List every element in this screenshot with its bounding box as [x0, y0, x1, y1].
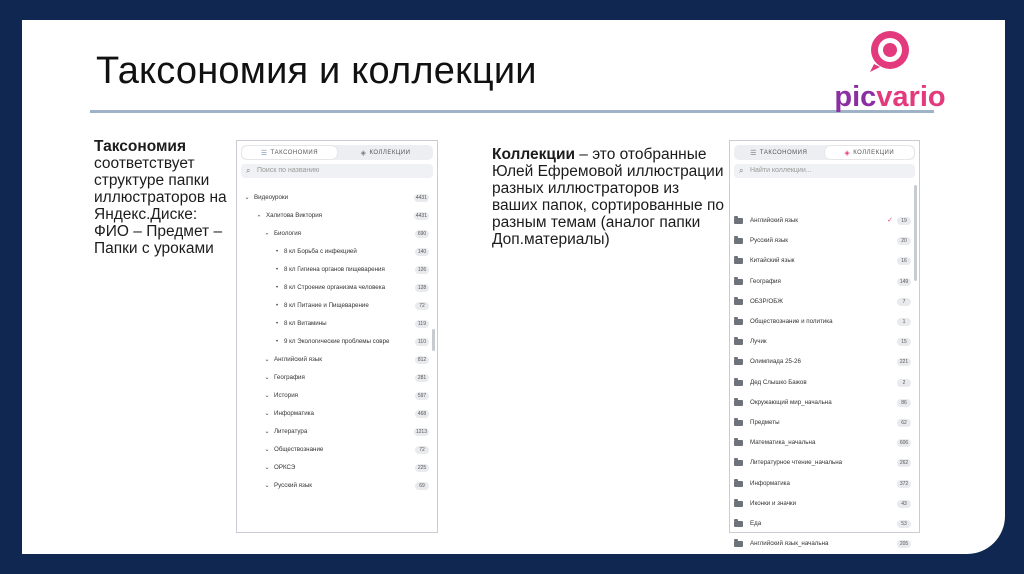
- count-badge: 1213: [415, 429, 427, 435]
- count-badge: 20: [897, 237, 911, 245]
- chevron-down-icon[interactable]: ⌄: [264, 429, 270, 435]
- chevron-down-icon[interactable]: ⌄: [264, 393, 270, 399]
- folder-icon: [734, 359, 743, 365]
- count-badge: 110: [415, 338, 429, 346]
- count-badge: 7: [897, 298, 911, 306]
- collection-item-label: Информатика: [750, 479, 790, 487]
- tree-item[interactable]: [237, 480, 437, 492]
- count-badge: 128: [415, 284, 429, 292]
- bullet-icon: •: [275, 267, 279, 273]
- folder-icon: [734, 380, 743, 386]
- tree-item[interactable]: [237, 408, 437, 420]
- collection-item-label: Иконки и значки: [750, 499, 797, 507]
- tree-item[interactable]: [237, 372, 437, 384]
- collection-item[interactable]: [730, 254, 919, 268]
- count-badge: 69: [415, 482, 429, 490]
- collection-item-label: Лучик: [750, 338, 767, 346]
- chevron-down-icon[interactable]: ⌄: [264, 465, 270, 471]
- tree-item[interactable]: [237, 300, 437, 312]
- folder-icon: [734, 258, 743, 264]
- search-icon: ⌕: [246, 166, 251, 175]
- count-badge: 225: [415, 464, 429, 472]
- folder-icon: [734, 238, 743, 244]
- collections-description: [492, 146, 728, 248]
- tab-collections-label: КОЛЛЕКЦИИ: [369, 149, 411, 156]
- collection-item-label: Английский язык_начальна: [750, 540, 829, 548]
- logo-text-pic: pic: [834, 81, 877, 113]
- chevron-down-icon[interactable]: ⌄: [264, 483, 270, 489]
- count-badge: 43: [897, 500, 911, 508]
- chevron-down-icon[interactable]: ⌄: [264, 357, 270, 363]
- tree-item[interactable]: [237, 318, 437, 330]
- count-badge: 221: [897, 358, 911, 366]
- bullet-icon: •: [275, 321, 279, 327]
- tree-item[interactable]: [237, 390, 437, 402]
- logo-text: [830, 82, 950, 112]
- collection-item-label: Английский язык: [750, 217, 798, 224]
- tree-item[interactable]: [237, 192, 437, 204]
- count-badge: 4431: [415, 195, 427, 201]
- collection-item[interactable]: [730, 517, 919, 531]
- taxonomy-description-text: соответствует структуре папки иллюстраторов на Яндекс.Диске: ФИО – Предмет – Папки с уроками: [94, 155, 227, 257]
- collection-item[interactable]: [730, 295, 919, 309]
- check-icon: ✓: [887, 217, 893, 224]
- count-badge: 15: [897, 338, 911, 346]
- logo-text-vario: vario: [876, 81, 946, 113]
- count-badge: 62: [897, 419, 911, 427]
- folder-icon: [734, 501, 743, 507]
- count-badge: 606: [897, 439, 911, 447]
- tree-item-label: Информатика: [274, 410, 314, 417]
- search-placeholder: Поиск по названию: [257, 167, 320, 174]
- count-badge: 372: [897, 480, 911, 488]
- count-badge: 149: [897, 278, 911, 286]
- tree-item-label: Биология: [274, 230, 302, 237]
- taxonomy-search-input[interactable]: [241, 164, 433, 178]
- tree-item[interactable]: [237, 282, 437, 294]
- collection-item[interactable]: [730, 376, 919, 390]
- chevron-up-icon[interactable]: ⌄: [256, 213, 262, 219]
- list-icon: ☰: [260, 149, 268, 157]
- tab-collections[interactable]: [825, 146, 915, 159]
- chevron-down-icon[interactable]: ⌄: [264, 447, 270, 453]
- chevron-down-icon[interactable]: ⌄: [244, 195, 250, 201]
- folder-icon: [734, 299, 743, 305]
- collection-item[interactable]: [730, 234, 919, 248]
- count-badge: 205: [897, 540, 911, 548]
- tree-item-label: География: [274, 374, 305, 381]
- tree-item-label: Русский язык: [274, 482, 313, 489]
- tree-item-label: 8 кл Питание и Пищеварение: [284, 302, 369, 309]
- count-badge: 812: [415, 356, 429, 364]
- tree-item[interactable]: [237, 336, 437, 348]
- count-badge: 86: [897, 399, 911, 407]
- taxonomy-panel: [236, 140, 438, 533]
- slide: [22, 20, 1005, 554]
- count-badge: 16: [897, 257, 911, 265]
- panel-tabs: [734, 145, 915, 160]
- tab-collections-label: КОЛЛЕКЦИИ: [853, 149, 895, 156]
- collection-item[interactable]: [730, 355, 919, 369]
- layers-icon: ◈: [844, 149, 851, 157]
- count-badge: 72: [415, 446, 429, 454]
- collection-item[interactable]: [730, 416, 919, 430]
- collections-description-text: – это отобранные Юлей Ефремовой иллюстрации разных иллюстраторов из ваших папок, сортированные по разным темам (аналог папки Доп.материалы): [492, 146, 724, 248]
- folder-icon: [734, 319, 743, 325]
- count-badge: 1: [897, 318, 911, 326]
- tab-taxonomy-label: ТАКСОНОМИЯ: [759, 149, 808, 156]
- search-icon: ⌕: [739, 166, 744, 175]
- tree-item-label: Видеоуроки: [254, 194, 289, 201]
- tree-item[interactable]: [237, 426, 437, 438]
- count-badge: 468: [415, 410, 429, 418]
- collection-item[interactable]: [730, 456, 919, 470]
- chevron-up-icon[interactable]: ⌄: [264, 231, 270, 237]
- collection-item[interactable]: [730, 537, 919, 551]
- tree-item-label: Литература: [274, 428, 308, 435]
- count-badge: 140: [415, 248, 429, 256]
- folder-icon: [734, 420, 743, 426]
- count-badge: 690: [415, 230, 429, 238]
- slide-title: Таксономия и коллекции: [96, 50, 537, 92]
- collection-item-label: Русский язык: [750, 237, 789, 245]
- folder-icon: [734, 541, 743, 547]
- collection-item-label: Литературное чтение_начальна: [750, 459, 843, 467]
- bullet-icon: •: [275, 285, 279, 291]
- collection-item-label: Китайский язык: [750, 257, 795, 265]
- collection-item-label: Олимпиада 25-26: [750, 358, 801, 366]
- list-icon: ☰: [750, 149, 757, 157]
- count-badge: 262: [897, 459, 911, 467]
- folder-icon: [734, 339, 743, 345]
- tree-item[interactable]: [237, 444, 437, 456]
- count-badge: 72: [415, 302, 429, 310]
- folder-icon: [734, 400, 743, 406]
- tab-taxonomy-label: ТАКСОНОМИЯ: [270, 149, 319, 156]
- tree-item[interactable]: [237, 462, 437, 474]
- tree-item[interactable]: [237, 210, 437, 222]
- collection-item-label: Предметы: [750, 419, 780, 426]
- layers-icon: ◈: [360, 149, 367, 157]
- tree-item[interactable]: [237, 246, 437, 258]
- folder-icon: [734, 521, 743, 527]
- count-badge: 53: [897, 520, 911, 528]
- folder-icon: [734, 481, 743, 487]
- tree-item[interactable]: [237, 228, 437, 240]
- chevron-down-icon[interactable]: ⌄: [264, 411, 270, 417]
- title-divider: [90, 110, 934, 113]
- search-placeholder: Найти коллекции...: [750, 167, 812, 174]
- count-badge: 4431: [415, 213, 427, 219]
- collection-item[interactable]: [730, 214, 919, 228]
- collection-item[interactable]: [730, 315, 919, 329]
- count-badge: 126: [415, 266, 429, 274]
- tree-item-label: История: [274, 392, 298, 399]
- count-badge: 2: [897, 379, 911, 387]
- bullet-icon: •: [275, 339, 279, 345]
- tab-taxonomy[interactable]: [242, 146, 337, 159]
- folder-icon: [734, 440, 743, 446]
- scrollbar[interactable]: [432, 329, 435, 351]
- collection-item[interactable]: [730, 436, 919, 450]
- tab-taxonomy[interactable]: [734, 145, 824, 160]
- collection-item[interactable]: [730, 275, 919, 289]
- tree-item-label: ОРКСЭ: [274, 464, 296, 471]
- collections-panel: [729, 140, 920, 548]
- count-badge: 597: [415, 392, 429, 400]
- scrollbar[interactable]: [914, 185, 917, 281]
- tree-item-label: 8 кл Строение организма человека: [284, 284, 386, 291]
- collections-search-input[interactable]: [734, 164, 915, 178]
- collection-item[interactable]: [730, 477, 919, 491]
- tree-item-label: 9 кл Экологические проблемы совре: [284, 338, 390, 345]
- taxonomy-description: [94, 138, 234, 257]
- picvario-logo: [830, 26, 950, 116]
- count-badge: 281: [415, 374, 429, 382]
- collection-item-label: ОБЗР/ОБЖ: [750, 297, 783, 305]
- collection-item-label: Дед Слышко Бажов: [750, 378, 807, 386]
- tree-item-label: Обществознание: [274, 446, 324, 453]
- tree-item-label: 8 кл Гигиена органов пищеварения: [284, 266, 385, 273]
- panel-tabs: [241, 145, 433, 160]
- collection-item-label: Обществознание и политика: [750, 318, 833, 325]
- count-badge: 19: [897, 217, 911, 225]
- chevron-down-icon[interactable]: ⌄: [264, 375, 270, 381]
- tree-item-label: 8 кл Витамины: [284, 320, 327, 327]
- logo-mark-icon: [830, 26, 950, 84]
- tree-item-label: 8 кл Борьба с инфекцией: [284, 248, 357, 255]
- tab-collections[interactable]: [338, 145, 433, 160]
- count-badge: 119: [415, 320, 429, 328]
- bullet-icon: •: [275, 249, 279, 255]
- collection-item-label: Математика_начальна: [750, 439, 816, 447]
- collections-description-bold: Коллекции: [492, 146, 575, 163]
- folder-icon: [734, 279, 743, 285]
- collection-item[interactable]: [730, 497, 919, 511]
- collection-item-label: Окружающий мир_начальна: [750, 398, 832, 406]
- tree-item-label: Халитова Виктория: [266, 212, 323, 219]
- collection-item-label: География: [750, 277, 781, 285]
- tree-item-label: Английский язык: [274, 356, 322, 363]
- bullet-icon: •: [275, 303, 279, 309]
- folder-icon: [734, 460, 743, 466]
- collection-item-label: Еда: [750, 520, 762, 527]
- taxonomy-description-bold: Таксономия: [94, 138, 187, 155]
- tree-item[interactable]: [237, 354, 437, 366]
- collection-item[interactable]: [730, 335, 919, 349]
- tree-item[interactable]: [237, 264, 437, 276]
- folder-icon: [734, 218, 743, 224]
- collection-item[interactable]: [730, 396, 919, 410]
